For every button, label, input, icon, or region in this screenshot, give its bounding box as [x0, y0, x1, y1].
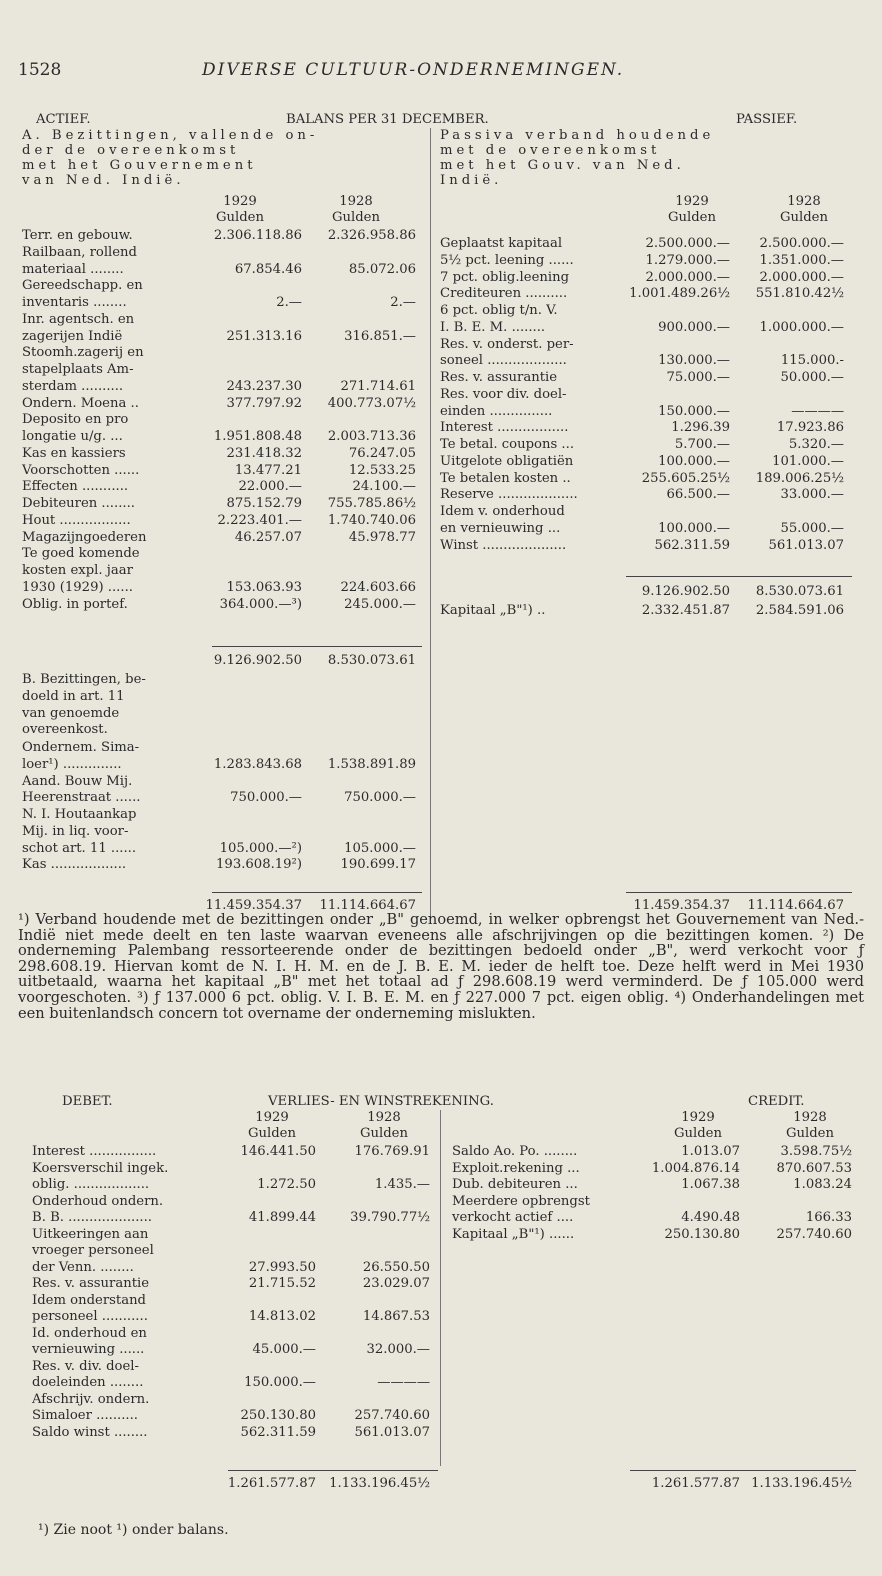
value-1929: 153.063.93 [226, 579, 302, 595]
row-label: Uitgelote obligatiën [440, 453, 574, 469]
value-1928: 23.029.07 [362, 1276, 430, 1291]
year-1929: 1929 [681, 1110, 715, 1125]
value-1928: 1.000.000.— [759, 319, 844, 335]
value-1929: 1.283.843.68 [213, 756, 302, 772]
value-1928: 2.500.000.— [759, 236, 844, 251]
value-1928: 12.533.25 [348, 462, 416, 478]
unit-label: Gulden [248, 1126, 296, 1141]
row-label: Id. onderhoud en [32, 1325, 147, 1341]
value-1929: 2.— [276, 295, 302, 310]
value-1928: 224.603.66 [340, 579, 416, 595]
row-label: Terr. en gebouw. [22, 228, 133, 243]
row-label: Te goed komende [22, 546, 140, 562]
total-rule [630, 1470, 856, 1471]
row-label: Inr. agentsch. en [22, 311, 135, 327]
value-1928: 245.000.— [344, 596, 416, 612]
row-label: soneel ................... [440, 353, 567, 369]
value-1928: 271.714.61 [340, 378, 416, 394]
passief-subtotal-1928: 8.530.073.61 [755, 584, 844, 599]
debet-total-1929: 1.261.577.87 [227, 1476, 316, 1491]
year-1929: 1929 [255, 1110, 289, 1125]
value-1929: 41.899.44 [248, 1210, 316, 1225]
year-1929: 1929 [223, 194, 257, 209]
row-label: Res. v. onderst. per- [440, 336, 574, 352]
row-label: Te betal. coupons ... [440, 437, 575, 452]
value-1928: 755.785.86½ [327, 496, 416, 511]
row-label: Ondernem. Sima- [22, 740, 140, 755]
pl-divider [440, 1110, 441, 1466]
value-1928: 2.326.958.86 [327, 228, 416, 243]
value-1928: 24.100.— [352, 479, 416, 495]
value-1928: ———— [377, 1375, 430, 1390]
passiva-heading-line: met het Gouv. van Ned. [440, 158, 685, 173]
row-label: I. B. E. M. ........ [440, 319, 546, 335]
year-1928: 1928 [787, 194, 821, 209]
page-number: 1528 [18, 60, 62, 80]
value-1929: 1.272.50 [257, 1177, 316, 1192]
passiva-heading-line: met de overeenkomst [440, 143, 661, 158]
total-rule [212, 892, 422, 893]
value-1929: 251.313.16 [226, 328, 302, 344]
row-label: 5½ pct. leening ...... [440, 252, 574, 268]
row-label: sterdam .......... [22, 378, 124, 394]
value-1928: 189.006.25½ [755, 470, 844, 486]
value-1929: 2.223.401.— [217, 512, 302, 528]
row-label: Ondern. Moena .. [22, 395, 139, 411]
row-label: Res. voor div. doel- [440, 386, 567, 402]
row-label: Gereedschapp. en [22, 278, 143, 294]
unit-label: Gulden [780, 210, 828, 225]
row-label: Afschrijv. ondern. [32, 1391, 150, 1407]
value-1929: 377.797.92 [226, 395, 302, 411]
value-1928: 33.000.— [780, 487, 844, 503]
section-a-line: met het Gouvernement [22, 158, 257, 173]
value-1929: 900.000.— [658, 319, 730, 335]
row-label: Magazijngoederen [22, 529, 147, 545]
credit-heading: CREDIT. [748, 1094, 805, 1109]
actief-total-1929: 11.459.354.37 [205, 898, 302, 913]
value-1928: 561.013.07 [768, 537, 844, 553]
value-1928: 17.923.86 [776, 420, 844, 436]
row-label: oblig. .................. [32, 1177, 150, 1192]
value-1929: 2.000.000.— [645, 269, 730, 285]
value-1929: 875.152.79 [226, 496, 302, 511]
row-label: Railbaan, rollend [22, 244, 137, 260]
row-label: Res. v. assurantie [32, 1276, 150, 1291]
row-label: stapelplaats Am- [22, 362, 134, 377]
row-label: verkocht actief .... [452, 1210, 574, 1225]
row-label: Te betalen kosten .. [440, 470, 571, 486]
row-label: longatie u/g. ... [22, 429, 123, 444]
unit-label: Gulden [360, 1126, 408, 1141]
value-1928: 39.790.77½ [350, 1210, 430, 1225]
unit-label: Gulden [674, 1126, 722, 1141]
row-label: Winst .................... [440, 537, 567, 553]
value-1929: 193.608.19²) [216, 857, 302, 873]
section-b-line: van genoemde [22, 705, 120, 721]
actief-subtotal-1929: 9.126.902.50 [213, 653, 302, 668]
page-header [18, 60, 864, 84]
row-label: 6 pct. oblig t/n. V. [440, 303, 558, 318]
row-label: einden ............... [440, 403, 553, 419]
row-label: Exploit.rekening ... [452, 1160, 580, 1176]
pl-footnote: ¹) Zie noot ¹) onder balans. [38, 1522, 229, 1538]
subtotal-rule [212, 646, 422, 647]
value-1929: 14.813.02 [248, 1309, 316, 1324]
value-1928: 2.000.000.— [759, 269, 844, 285]
total-rule [626, 892, 852, 893]
total-rule [228, 1470, 438, 1471]
row-label: N. I. Houtaankap [22, 807, 137, 822]
value-1929: 67.854.46 [234, 261, 302, 277]
row-label: loer¹) .............. [22, 756, 122, 772]
value-1928: 166.33 [805, 1210, 852, 1225]
balance-heading: BALANS PER 31 DECEMBER. [286, 112, 489, 127]
value-1929: 255.605.25½ [641, 470, 730, 486]
row-label: Onderhoud ondern. [32, 1193, 164, 1209]
kapitaal-b-1928: 2.584.591.06 [755, 603, 844, 618]
value-1928: 115.000.- [780, 353, 844, 369]
value-1929: 1.013.07 [681, 1144, 740, 1159]
value-1929: 13.477.21 [234, 462, 302, 478]
value-1929: 100.000.— [658, 520, 730, 536]
credit-total-1928: 1.133.196.45½ [751, 1476, 852, 1491]
year-1928: 1928 [339, 194, 373, 209]
kapitaal-b-label: Kapitaal „B"¹) .. [440, 603, 546, 618]
value-1929: 1.067.38 [681, 1177, 740, 1192]
value-1929: 364.000.—³) [219, 596, 302, 612]
value-1929: 562.311.59 [240, 1424, 316, 1440]
value-1929: 150.000.— [658, 403, 730, 419]
row-label: Saldo Ao. Po. ........ [452, 1144, 578, 1159]
row-label: Simaloer .......... [32, 1408, 138, 1423]
value-1928: 32.000.— [366, 1342, 430, 1357]
row-label: Idem onderstand [32, 1292, 146, 1308]
actief-heading: ACTIEF. [36, 112, 91, 127]
passief-total-1928: 11.114.664.67 [747, 898, 844, 913]
credit-total-1929: 1.261.577.87 [651, 1476, 740, 1491]
value-1928: 1.351.000.— [759, 252, 844, 268]
row-label: B. B. .................... [32, 1210, 152, 1225]
value-1929: 130.000.— [658, 353, 730, 369]
value-1929: 75.000.— [666, 370, 730, 385]
debet-total-1928: 1.133.196.45½ [329, 1476, 430, 1491]
unit-label: Gulden [668, 210, 716, 225]
row-label: Dub. debiteuren ... [452, 1177, 578, 1192]
passiva-heading-line: Indië. [440, 173, 503, 188]
value-1929: 1.004.876.14 [651, 1160, 740, 1176]
value-1929: 27.993.50 [248, 1259, 316, 1275]
year-1928: 1928 [793, 1110, 827, 1125]
row-label: 1930 (1929) ...... [22, 579, 133, 595]
row-label: Idem v. onderhoud [440, 504, 565, 519]
row-label: Hout ................. [22, 512, 131, 528]
passief-subtotal-1929: 9.126.902.50 [641, 584, 730, 599]
value-1929: 150.000.— [244, 1375, 316, 1390]
row-label: Uitkeeringen aan [32, 1226, 149, 1242]
passiva-heading-line: Passiva verband houdende [440, 128, 715, 143]
value-1928: 85.072.06 [348, 261, 416, 277]
row-label: personeel ........... [32, 1309, 148, 1324]
section-b-line: overeenkost. [22, 722, 108, 738]
page-title: DIVERSE CULTUUR-ONDERNEMINGEN. [202, 60, 625, 80]
row-label: 7 pct. oblig.leening [440, 269, 570, 285]
debet-heading: DEBET. [62, 1094, 113, 1109]
row-label: Kapitaal „B"¹) ...... [452, 1226, 575, 1242]
row-label: Stoomh.zagerij en [22, 345, 144, 361]
balance-footnotes: ¹) Verband houdende met de bezittingen onder „B" genoemd, in welker opbrengst het Gouvernement van Ned.-Indië niet mede deelt en ten laste waarvan eveneens alle afschrijvingen op die bezittingen komen. ²) De onderneming Palembang ressorteerende onder de bezittingen bedoeld onder „B", werd verkocht voor ƒ 298.608.19. Hiervan komt de N. I. H. M. en de J. B. E. M. ieder de helft toe. Deze helft werd in Mei 1930 uitbetaald, waarna het kapitaal „B" met het totaal ad ƒ 298.608.19 werd verminderd. De ƒ 105.000 werd voorgeschoten. ³) ƒ 137.000 6 pct. oblig. V. I. B. E. M. en ƒ 227.000 7 pct. eigen oblig. ⁴) Onderhandelingen met een buitenlandsch concern tot overname der onderneming mislukten. [18, 911, 864, 1022]
value-1928: 1.083.24 [793, 1177, 852, 1192]
unit-label: Gulden [332, 210, 380, 225]
unit-label: Gulden [786, 1126, 834, 1141]
row-label: Res. v. div. doel- [32, 1358, 139, 1374]
value-1929: 22.000.— [238, 479, 302, 495]
value-1928: 400.773.07½ [327, 395, 416, 411]
value-1929: 146.441.50 [240, 1144, 316, 1159]
row-label: Interest ................. [440, 420, 569, 436]
row-label: inventaris ........ [22, 295, 127, 310]
section-b-line: doeld in art. 11 [22, 688, 125, 704]
value-1928: 257.740.60 [776, 1226, 852, 1242]
value-1929: 66.500.— [666, 487, 730, 503]
value-1929: 21.715.52 [248, 1276, 316, 1291]
row-label: doeleinden ........ [32, 1375, 144, 1390]
balance-divider [430, 128, 431, 918]
passief-heading: PASSIEF. [736, 112, 798, 127]
value-1928: 176.769.91 [354, 1144, 430, 1159]
value-1928: 2.— [390, 295, 416, 310]
value-1929: 243.237.30 [226, 378, 302, 394]
row-label: Crediteuren .......... [440, 286, 568, 302]
row-label: kosten expl. jaar [22, 563, 133, 578]
value-1929: 1.279.000.— [645, 252, 730, 268]
value-1929: 1.001.489.26½ [629, 286, 730, 302]
pl-heading: VERLIES- EN WINSTREKENING. [268, 1094, 494, 1109]
value-1929: 750.000.— [230, 790, 302, 806]
value-1928: 1.435.— [374, 1177, 430, 1192]
row-label: materiaal ........ [22, 261, 124, 277]
value-1928: 316.851.— [344, 328, 416, 344]
row-label: Kas .................. [22, 857, 127, 873]
value-1928: 101.000.— [772, 453, 844, 469]
value-1929: 100.000.— [658, 453, 730, 469]
row-label: der Venn. ........ [32, 1259, 134, 1275]
row-label: Saldo winst ........ [32, 1424, 148, 1440]
row-label: Oblig. in portef. [22, 596, 128, 612]
row-label: Effecten ........... [22, 479, 129, 495]
row-label: Interest ................ [32, 1144, 157, 1159]
value-1929: 2.306.118.86 [213, 228, 302, 243]
value-1929: 250.130.80 [664, 1226, 740, 1242]
value-1929: 250.130.80 [240, 1408, 316, 1423]
row-label: Mij. in liq. voor- [22, 823, 129, 839]
value-1929: 2.500.000.— [645, 236, 730, 251]
value-1929: 1.951.808.48 [213, 429, 302, 444]
row-label: Heerenstraat ...... [22, 790, 141, 806]
kapitaal-b-1929: 2.332.451.87 [641, 603, 730, 618]
row-label: Kas en kassiers [22, 445, 126, 461]
value-1928: 750.000.— [344, 790, 416, 806]
value-1928: 76.247.05 [348, 445, 416, 461]
section-a-line: der de overeenkomst [22, 143, 240, 158]
subtotal-rule [626, 576, 852, 577]
row-label: Res. v. assurantie [440, 370, 558, 385]
value-1929: 562.311.59 [654, 537, 730, 553]
value-1928: 55.000.— [780, 520, 844, 536]
section-a-line: A. Bezittingen, vallende on- [22, 128, 319, 143]
value-1928: 50.000.— [780, 370, 844, 385]
value-1928: 561.013.07 [354, 1424, 430, 1440]
row-label: Meerdere opbrengst [452, 1193, 590, 1209]
value-1928: ———— [791, 403, 844, 419]
section-b-line: B. Bezittingen, be- [22, 672, 146, 687]
value-1928: 45.978.77 [348, 529, 416, 545]
value-1928: 1.538.891.89 [327, 756, 416, 772]
value-1929: 1.296.39 [671, 420, 730, 436]
value-1928: 2.003.713.36 [327, 429, 416, 444]
value-1928: 551.810.42½ [755, 286, 844, 302]
value-1928: 257.740.60 [354, 1408, 430, 1423]
value-1928: 870.607.53 [776, 1160, 852, 1176]
passief-total-1929: 11.459.354.37 [633, 898, 730, 913]
year-1928: 1928 [367, 1110, 401, 1125]
row-label: Geplaatst kapitaal [440, 236, 563, 251]
value-1929: 45.000.— [252, 1342, 316, 1357]
actief-subtotal-1928: 8.530.073.61 [327, 653, 416, 668]
actief-total-1928: 11.114.664.67 [319, 898, 416, 913]
row-label: Koersverschil ingek. [32, 1160, 169, 1176]
row-label: zagerijen Indië [22, 328, 123, 344]
row-label: vernieuwing ...... [32, 1342, 145, 1357]
row-label: en vernieuwing ... [440, 520, 561, 536]
section-a-line: van Ned. Indië. [22, 173, 185, 188]
row-label: vroeger personeel [32, 1243, 154, 1258]
value-1928: 14.867.53 [362, 1309, 430, 1324]
row-label: Deposito en pro [22, 412, 129, 428]
value-1928: 5.320.— [788, 437, 844, 452]
row-label: Voorschotten ...... [22, 462, 140, 478]
value-1928: 1.740.740.06 [327, 512, 416, 528]
row-label: Aand. Bouw Mij. [22, 773, 133, 789]
row-label: Reserve ................... [440, 487, 578, 503]
value-1929: 231.418.32 [226, 445, 302, 461]
value-1928: 105.000.— [344, 840, 416, 856]
row-label: schot art. 11 ...... [22, 840, 137, 856]
value-1928: 26.550.50 [362, 1259, 430, 1275]
row-label: Debiteuren ........ [22, 496, 135, 511]
unit-label: Gulden [216, 210, 264, 225]
value-1929: 105.000.—²) [219, 840, 302, 856]
value-1928: 3.598.75½ [780, 1144, 852, 1159]
value-1929: 5.700.— [674, 437, 730, 452]
year-1929: 1929 [675, 194, 709, 209]
value-1928: 190.699.17 [340, 857, 416, 873]
value-1929: 4.490.48 [681, 1210, 740, 1225]
value-1929: 46.257.07 [234, 529, 302, 545]
